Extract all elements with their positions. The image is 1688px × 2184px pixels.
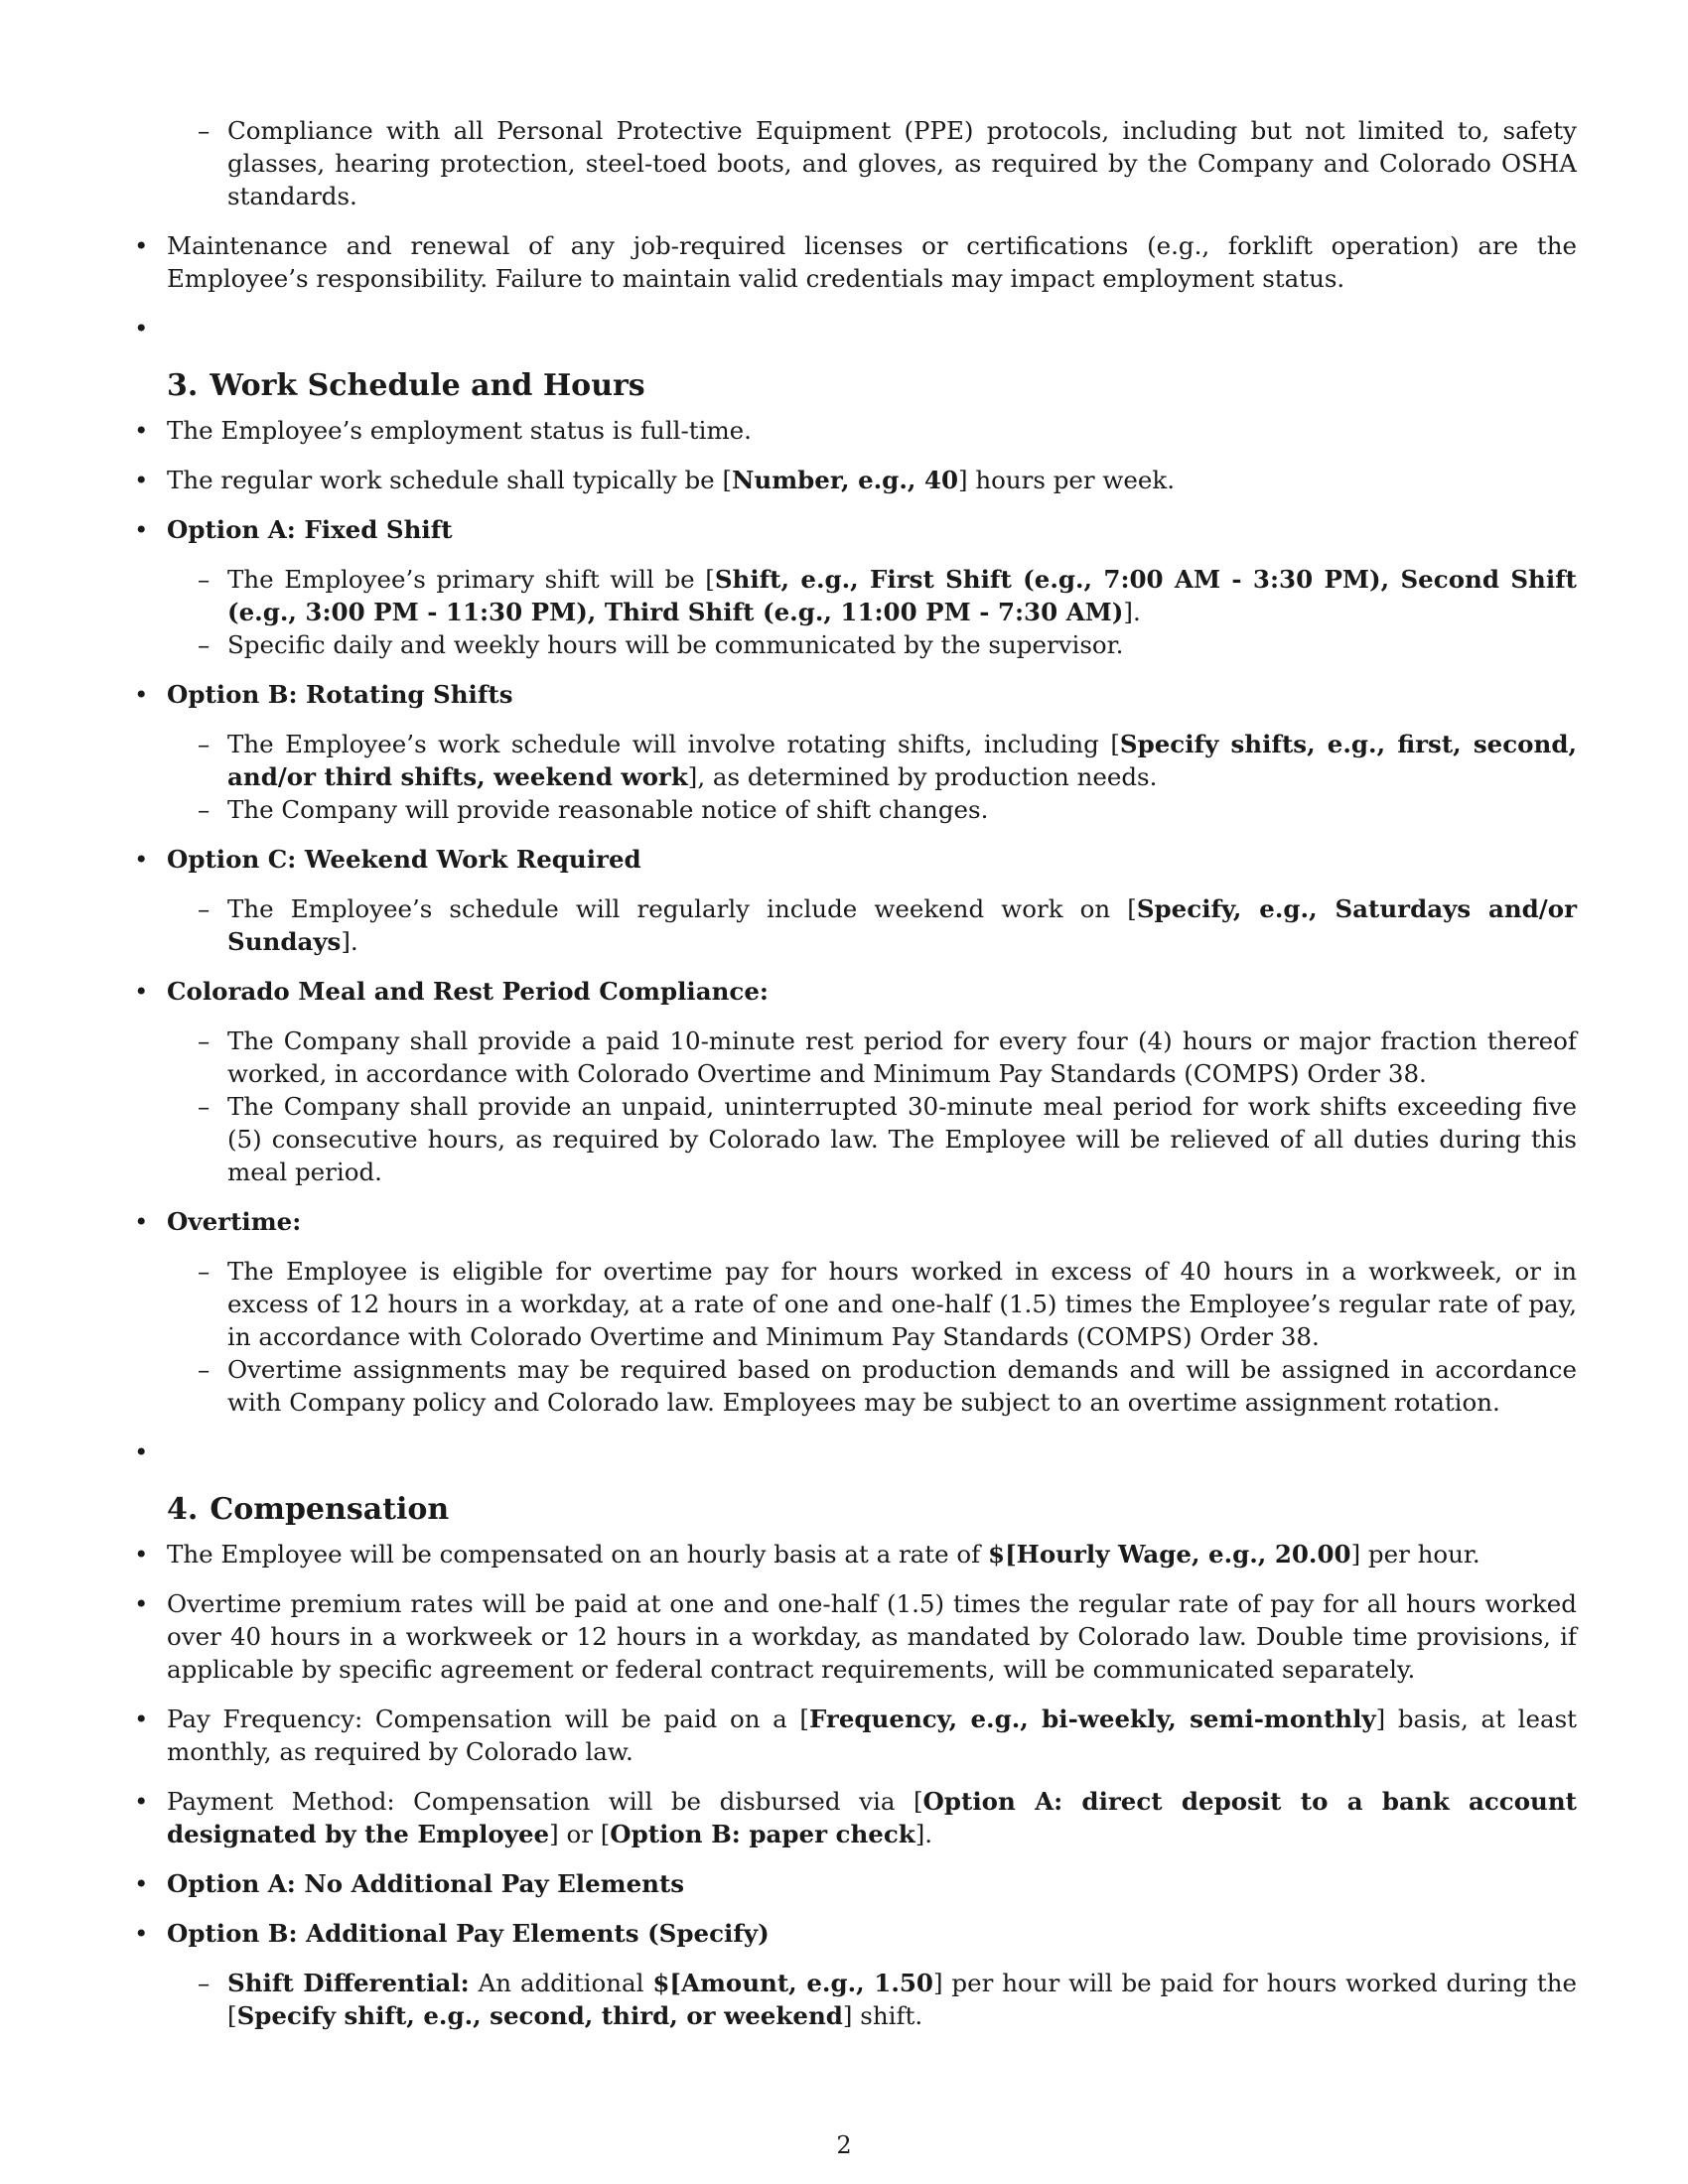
payment-option-b: Option B: paper check (610, 1820, 915, 1848)
option-c-weekend-work (132, 843, 1577, 958)
option-b-rotating-shifts (132, 678, 1577, 826)
option-a-fixed-shift (132, 513, 1577, 661)
payment-method-item: • Payment Method: Compensation will be disbursed via [Option A: direct deposit to a bank account designated by the Employee] or [Option B: paper check]. (132, 1785, 1577, 1850)
option-a-pay-label: Option A: No Additional Pay Elements (167, 1869, 685, 1898)
option-c-sublist (167, 892, 1577, 958)
overtime-sublist (167, 1255, 1577, 1419)
option-b-pay-label: Option B: Additional Pay Elements (Specify) (167, 1919, 770, 1948)
employment-status-item: • The Employee’s employment status is full-time. (132, 414, 1577, 447)
hourly-rate-item: • The Employee will be compensated on an hourly basis at a rate of $[Hourly Wage, e.g., 20.00] per hour. (132, 1538, 1577, 1570)
shift-placeholder: Shift, e.g., First Shift (e.g., 7:00 AM - 3:30 PM), Second Shift (e.g., 3:00 PM - 11:30 PM), Third Shift (e.g., 11:00 PM - 7:30 AM) (227, 565, 1578, 626)
shift-differential-label: Shift Differential: (227, 1969, 470, 1997)
ppe-item: – Compliance with all Personal Protective Equipment (PPE) protocols, including but not limited to, safety glasses, hearing protection, steel-toed boots, and gloves, as required by the Company and Colorado OSHA standards. (167, 114, 1577, 212)
rotating-shifts-placeholder: Specify shifts, e.g., first, second, and/or third shifts, weekend work (227, 730, 1577, 791)
pay-frequency-item: • Pay Frequency: Compensation will be paid on a [Frequency, e.g., bi-weekly, semi-monthly] basis, at least monthly, as required by Colorado law. (132, 1703, 1577, 1768)
section-3-list (132, 414, 1577, 1468)
rotating-shifts-item: – The Employee’s work schedule will involve rotating shifts, including [Specify shifts, e.g., first, second, and/or third shifts, weekend work], as determined by production needs. (167, 728, 1577, 793)
meal-period-item: – The Company shall provide an unpaid, uninterrupted 30-minute meal period for work shifts exceeding five (5) consecutive hours, as required by Colorado law. The Employee will be relieved of all duties during this meal period. (167, 1090, 1577, 1188)
primary-shift-item: – The Employee’s primary shift will be [Shift, e.g., First Shift (e.g., 7:00 AM - 3:30 PM), Second Shift (e.g., 3:00 PM - 11:30 PM), Third Shift (e.g., 11:00 PM - 7:30 AM)]. (167, 563, 1577, 628)
section-4-list (132, 1538, 1577, 2032)
section-4-title: Compensation (210, 1492, 450, 1527)
page-number: 2 (836, 2131, 852, 2159)
overtime-assignment-item: – Overtime assignments may be required based on production demands and will be assigned in accordance with Company policy and Colorado law. Employees may be subject to an overtime assignment rotation. (167, 1353, 1577, 1419)
shift-differential-item: – Shift Differential: An additional $[Amount, e.g., 1.50] per hour will be paid for hours worked during the [Specify shift, e.g., second, third, or weekend] shift. (167, 1967, 1577, 2032)
meal-rest-sublist (167, 1024, 1577, 1188)
section-3-title: Work Schedule and Hours (210, 368, 645, 403)
weekend-work-item: – The Employee’s schedule will regularly include weekend work on [Specify, e.g., Saturdays and/or Sundays]. (167, 892, 1577, 958)
frequency-placeholder: Frequency, e.g., bi-weekly, semi-monthly (808, 1705, 1376, 1733)
daily-hours-item: – Specific daily and weekly hours will be communicated by the supervisor. (167, 628, 1577, 661)
additional-pay-sublist (167, 1967, 1577, 2032)
section-4-heading (167, 1492, 1577, 1528)
meal-rest-label: Colorado Meal and Rest Period Compliance: (167, 977, 769, 1006)
option-c-label: Option C: Weekend Work Required (167, 845, 641, 874)
overtime-section (132, 1205, 1577, 1419)
option-a-no-additional-pay (132, 1867, 1577, 1900)
differential-amount-placeholder: $[Amount, e.g., 1.50 (652, 1969, 933, 1997)
licenses-item: • Maintenance and renewal of any job-required licenses or certifications (e.g., forklift operation) are the Employee’s responsibility. Failure to maintain valid credentials may impact employment status. (132, 229, 1577, 295)
option-a-label: Option A: Fixed Shift (167, 515, 453, 544)
weekend-placeholder: Specify, e.g., Saturdays and/or Sundays (227, 894, 1577, 956)
payment-option-a: Option A: direct deposit to a bank account designated by the Employee (167, 1787, 1577, 1848)
differential-shift-placeholder: Specify shift, e.g., second, third, or weekend (236, 2001, 843, 2030)
overtime-label: Overtime: (167, 1207, 302, 1236)
overtime-premium-item: • Overtime premium rates will be paid at one and one-half (1.5) times the regular rate of pay for all hours worked over 40 hours in a workweek or 12 hours in a workday, as mandated by Colorado law. Double time provisions, if applicable by specific agreement or federal contract requirements, will be communicated separately. (132, 1587, 1577, 1686)
option-a-sublist (167, 563, 1577, 661)
hourly-wage-placeholder: $[Hourly Wage, e.g., 20.00 (988, 1540, 1351, 1569)
option-b-sublist (167, 728, 1577, 826)
hours-item: • The regular work schedule shall typically be [Number, e.g., 40] hours per week. (132, 464, 1577, 496)
meal-rest-compliance (132, 975, 1577, 1188)
page-content (132, 97, 1577, 2049)
shift-notice-item: – The Company will provide reasonable notice of shift changes. (167, 793, 1577, 826)
requirements-list (132, 229, 1577, 344)
option-b-label: Option B: Rotating Shifts (167, 680, 513, 709)
empty-bullet (132, 312, 1577, 344)
empty-bullet (132, 1435, 1577, 1468)
continued-list (132, 114, 1577, 212)
section-3-heading (167, 368, 1577, 404)
rest-period-item: – The Company shall provide a paid 10-minute rest period for every four (4) hours or major fraction thereof worked, in accordance with Colorado Overtime and Minimum Pay Standards (COMPS) Order 38. (167, 1024, 1577, 1090)
overtime-eligible-item: – The Employee is eligible for overtime pay for hours worked in excess of 40 hours in a workweek, or in excess of 12 hours in a workday, at a rate of one and one-half (1.5) times the Employee’s regular rate of pay, in accordance with Colorado Overtime and Minimum Pay Standards (COMPS) Order 38. (167, 1255, 1577, 1353)
hours-placeholder: Number, e.g., 40 (732, 466, 958, 494)
section-3-number: 3. (167, 368, 199, 403)
sub-list (167, 114, 1577, 212)
section-4-number: 4. (167, 1492, 199, 1527)
list-item (132, 114, 1577, 212)
option-b-additional-pay (132, 1917, 1577, 2032)
